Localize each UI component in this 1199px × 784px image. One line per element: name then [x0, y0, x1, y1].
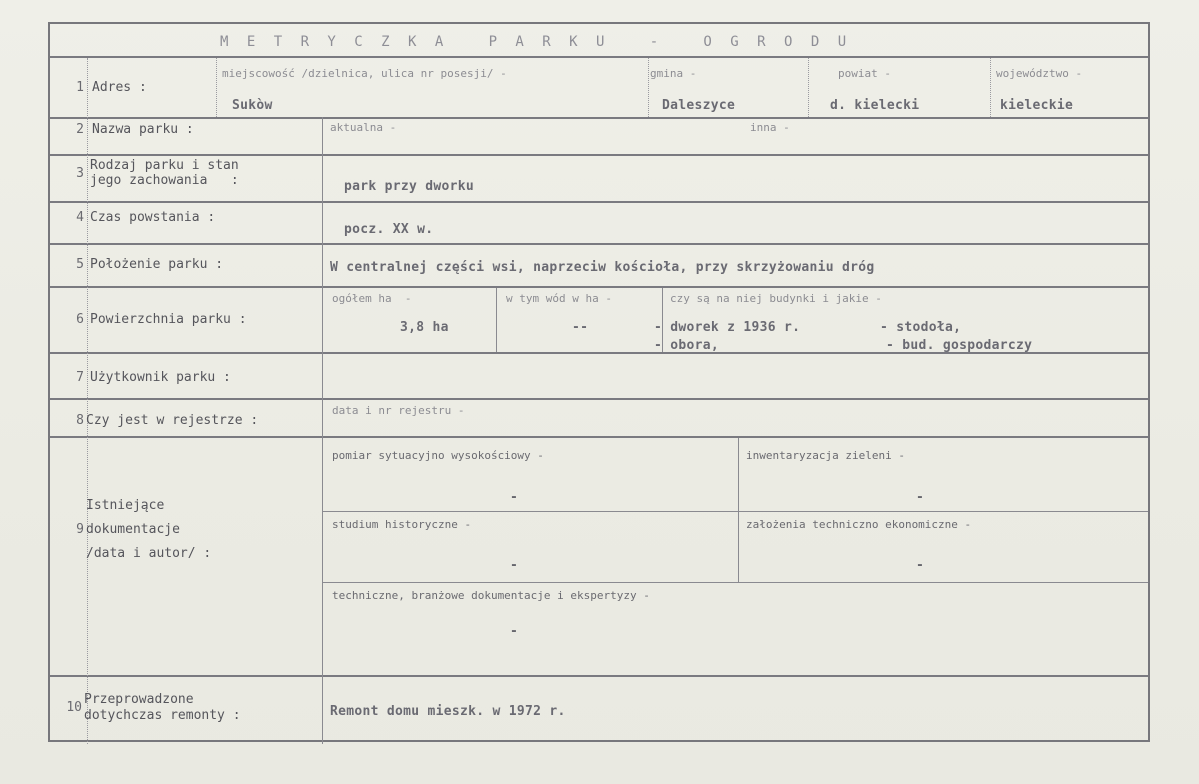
value-location: W centralnej części wsi, naprzeciw kościoła, przy skrzyżowaniu dróg [330, 260, 875, 275]
row-label-park-name: Nazwa parku : [92, 122, 194, 137]
row-number: 9 [76, 522, 84, 537]
doc-historical-study-value: - [510, 558, 518, 573]
row-divider [50, 286, 1148, 288]
doc-historical-study-label: studium historyczne - [332, 518, 472, 531]
row-label-park-type-line2: jego zachowania : [90, 173, 239, 188]
cell-divider [496, 288, 497, 352]
row-label-renovations-line1: Przeprowadzone [84, 692, 194, 707]
row-number: 3 [76, 166, 84, 181]
doc-technical-economic-label: założenia techniczno ekonomiczne - [746, 518, 972, 531]
number-column-divider [87, 58, 88, 744]
cell-divider [322, 582, 1148, 583]
row-number: 7 [76, 370, 84, 385]
row-divider [50, 117, 1148, 119]
record-form [48, 22, 1150, 742]
row-divider [50, 398, 1148, 400]
row-divider [50, 436, 1148, 438]
doc-technical-economic-value: - [916, 558, 924, 573]
doc-technical-expertise-label: techniczne, branżowe dokumentacje i ekspertyzy - [332, 589, 650, 602]
row-divider [50, 243, 1148, 245]
value-gmina: Daleszyce [662, 98, 736, 113]
row-number: 4 [76, 210, 84, 225]
value-building-4: - bud. gospodarczy [886, 338, 1033, 353]
row-label-park-type-line1: Rodzaj parku i stan [90, 158, 239, 173]
cell-divider [808, 58, 809, 117]
sub-label-other-name: inna - [750, 121, 790, 134]
value-voivodeship: kieleckie [1000, 98, 1074, 113]
row-divider [50, 154, 1148, 156]
row-divider [50, 675, 1148, 677]
row-divider [50, 56, 1148, 58]
row-label-address: Adres : [92, 80, 147, 95]
row-number: 10 [66, 700, 82, 715]
row-number: 8 [76, 413, 84, 428]
value-building-1: - dworek z 1936 r. [654, 320, 801, 335]
doc-survey-label: pomiar sytuacyjno wysokościowy - [332, 449, 544, 462]
sub-label-registry-date: data i nr rejestru - [332, 404, 465, 417]
row-number: 1 [76, 80, 84, 95]
label-column-divider [322, 117, 323, 744]
sub-label-water-area: w tym wód w ha - [506, 292, 612, 305]
sub-label-locality: miejscowość /dzielnica, ulica nr posesji/ - [222, 67, 507, 80]
row-label-registry: Czy jest w rejestrze : [86, 413, 259, 428]
sub-label-total-area: ogółem ha - [332, 292, 412, 305]
value-total-area: 3,8 ha [400, 320, 449, 335]
cell-divider [990, 58, 991, 117]
row-number: 6 [76, 312, 84, 327]
sub-label-buildings: czy są na niej budynki i jakie - [670, 292, 882, 305]
value-park-type: park przy dworku [344, 179, 475, 194]
value-locality: Sukòw [232, 98, 273, 113]
row-number: 2 [76, 122, 84, 137]
doc-survey-value: - [510, 490, 518, 505]
row-label-documentation-line2: dokumentacje [86, 522, 180, 537]
doc-greenery-inventory-label: inwentaryzacja zieleni - [746, 449, 905, 462]
row-label-documentation-line1: Istniejące [86, 498, 165, 513]
value-renovations: Remont domu mieszk. w 1972 r. [330, 704, 566, 719]
row-number: 5 [76, 257, 84, 272]
value-powiat: d. kielecki [830, 98, 920, 113]
sub-label-gmina: gmina - [650, 67, 697, 80]
sub-label-voivodeship: województwo - [996, 67, 1083, 80]
row-label-location: Położenie parku : [90, 257, 224, 272]
value-building-3: - stodoła, [880, 320, 962, 335]
row-label-user: Użytkownik parku : [90, 370, 231, 385]
cell-divider [322, 511, 1148, 512]
cell-divider [648, 58, 649, 117]
cell-divider [738, 438, 739, 582]
sub-label-current-name: aktualna - [330, 121, 397, 134]
row-label-renovations-line2: dotychczas remonty : [84, 708, 241, 723]
sub-label-powiat: powiat - [838, 67, 891, 80]
row-label-creation-time: Czas powstania : [90, 210, 216, 225]
value-water-area: -- [572, 320, 589, 335]
value-building-2: - obora, [654, 338, 720, 353]
doc-greenery-inventory-value: - [916, 490, 924, 505]
row-divider [50, 201, 1148, 203]
doc-technical-expertise-value: - [510, 624, 518, 639]
row-label-documentation-line3: /data i autor/ : [86, 546, 212, 561]
row-label-area: Powierzchnia parku : [90, 312, 247, 327]
form-title: M E T R Y C Z K A P A R K U - O G R O D U [220, 34, 852, 50]
cell-divider [216, 58, 217, 117]
value-creation-time: pocz. XX w. [344, 222, 434, 237]
